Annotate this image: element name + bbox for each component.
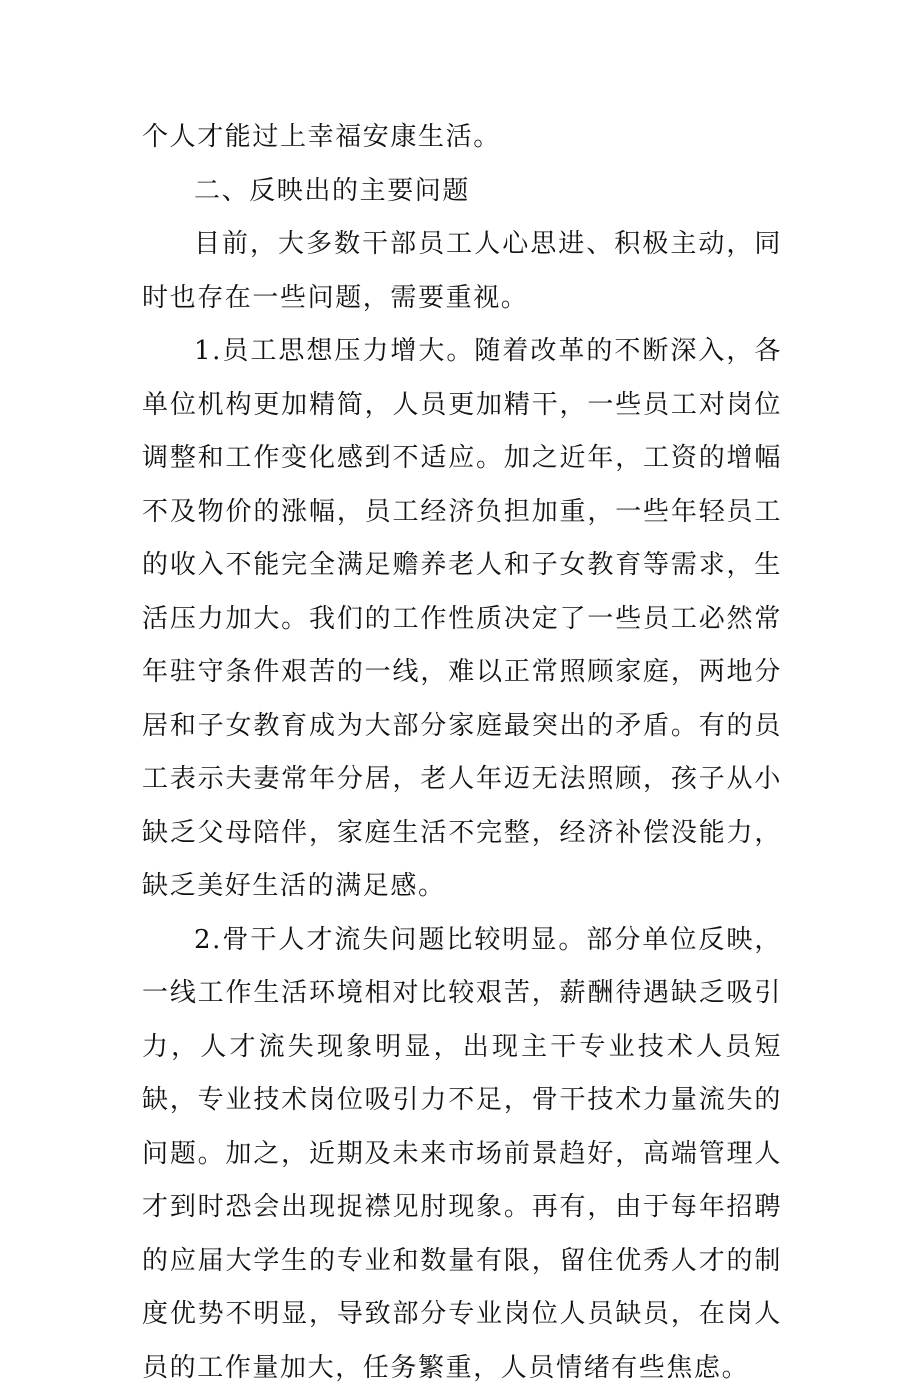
paragraph-continuation: 个人才能过上幸福安康生活。	[142, 111, 782, 165]
document-body	[142, 111, 782, 1395]
paragraph-item-2: 2.骨干人才流失问题比较明显。部分单位反映，一线工作生活环境相对比较艰苦，薪酬待遇缺乏吸引力，人才流失现象明显，出现主干专业技术人员短缺，专业技术岗位吸引力不足，骨干技术力量流失的问题。加之，近期及未来市场前景趋好，高端管理人才到时恐会出现捉襟见肘现象。再有，由于每年招聘的应届大学生的专业和数量有限，留住优秀人才的制度优势不明显，导致部分专业岗位人员缺员，在岗人员的工作量加大，任务繁重，人员情绪有些焦虑。	[142, 914, 782, 1395]
paragraph-item-1: 1.员工思想压力增大。随着改革的不断深入，各单位机构更加精简，人员更加精干，一些员工对岗位调整和工作变化感到不适应。加之近年，工资的增幅不及物价的涨幅，员工经济负担加重，一些年轻员工的收入不能完全满足赡养老人和子女教育等需求，生活压力加大。我们的工作性质决定了一些员工必然常年驻守条件艰苦的一线，难以正常照顾家庭，两地分居和子女教育成为大部分家庭最突出的矛盾。有的员工表示夫妻常年分居，老人年迈无法照顾，孩子从小缺乏父母陪伴，家庭生活不完整，经济补偿没能力，缺乏美好生活的满足感。	[142, 325, 782, 914]
section-heading: 二、反映出的主要问题	[142, 165, 782, 219]
paragraph-intro: 目前，大多数干部员工人心思进、积极主动，同时也存在一些问题，需要重视。	[142, 218, 782, 325]
